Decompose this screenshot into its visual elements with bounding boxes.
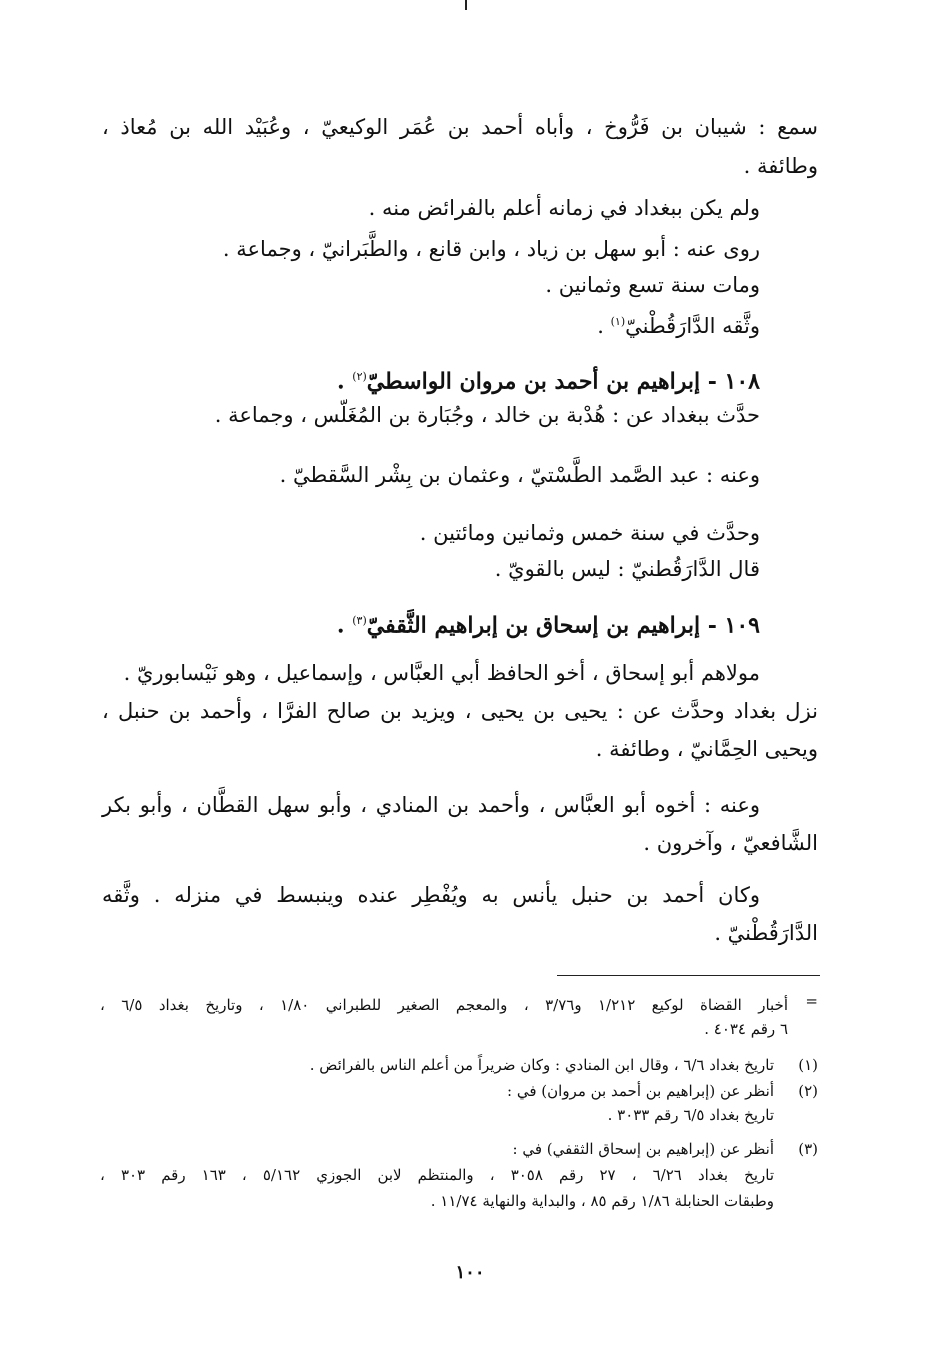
body-line-4: روى عنه : أبو سهل بن زياد ، وابن قانع ، والطَّبَرانيّ ، وجماعة . [222, 237, 760, 261]
body-line-11: مولاهم أبو إسحاق ، أخو الحافظ أبي العبَّاس ، وإسماعيل ، وهو نَيْسابوريّ . [123, 661, 760, 685]
footnote-continuation-line-1: أخبار القضاة لوكيع ١/٢١٢ و٣/٧٦ ، والمعجم الصغير للطبراني ١/٨٠ ، وتاريخ بغداد ٦/٥ ، [100, 996, 788, 1014]
entry-heading-108-text: ١٠٨ - إبراهيم بن أحمد بن مروان الواسطيّ [366, 368, 760, 395]
footnote-ref-1: (١) [610, 315, 626, 328]
body-line-1: سمع : شيبان بن فَرُّوخ ، وأباه أحمد بن عُمَر الوكيعيّ ، وعُبَيْد الله بن مُعاذ ، [102, 115, 818, 139]
body-line-9: وحدَّث في سنة خمس وثمانين ومائتين . [419, 521, 760, 545]
footnote-1-text: تاريخ بغداد ٦/٦ ، وقال ابن المنادي : وكان ضريراً من أعلم الناس بالفرائض . [309, 1056, 774, 1074]
page-number: ١٠٠ [455, 1262, 485, 1283]
entry-heading-108-end: . [336, 368, 353, 395]
body-line-6-end: . [597, 314, 611, 338]
footnote-2 [507, 1080, 818, 1102]
body-line-15: الشَّافعيّ ، وآخرون . [643, 831, 818, 855]
footnote-3 [513, 1138, 818, 1160]
entry-heading-109-text: ١٠٩ - إبراهيم بن إسحاق بن إبراهيم الثَّقفيّ [366, 612, 760, 639]
footnote-1 [310, 1054, 818, 1076]
body-line-6-text: وثَّقه الدَّارَقُطْنيّ [625, 314, 760, 338]
footnote-2-line-b: تاريخ بغداد ٦/٥ رقم ٣٠٣٣ . [607, 1106, 774, 1124]
body-line-5: ومات سنة تسع وثمانين . [545, 273, 760, 297]
body-line-10: قال الدَّارَقُطنيّ : ليس بالقويّ . [494, 557, 760, 581]
body-line-12: نزل بغداد وحدَّث عن : يحيى بن يحيى ، ويزيد بن صالح الفرَّا ، وأحمد بن حنبل ، [102, 699, 818, 723]
top-mark [465, 0, 467, 10]
footnote-ref-2: (٢) [352, 370, 367, 383]
footnote-3-line-b: تاريخ بغداد ٦/٢٦ ، ٢٧ رقم ٣٠٥٨ ، والمنتظم لابن الجوزي ٥/١٦٢ ، ١٦٣ رقم ٣٠٣ ، [100, 1166, 775, 1184]
footnote-continuation-line-2: ٦ رقم ٤٠٣٤ . [704, 1020, 788, 1038]
entry-heading-109 [337, 606, 760, 640]
footnote-divider [557, 975, 820, 976]
body-line-17: الدَّارَقُطْنيّ . [714, 921, 818, 945]
body-line-3: ولم يكن ببغداد في زمانه أعلم بالفرائض منه . [368, 196, 760, 220]
body-line-14: وعنه : أخوه أبو العبَّاس ، وأحمد بن المنادي ، وأبو سهل القطَّان ، وأبو بكر [102, 793, 761, 817]
footnote-3-text-a: أنظر عن (إبراهيم بن إسحاق الثقفي) في : [512, 1140, 774, 1158]
body-line-13: ويحيى الحِمَّانيّ ، وطائفة . [595, 737, 818, 761]
entry-heading-108 [337, 362, 760, 396]
footnote-continuation-marker: = [805, 992, 818, 1010]
body-line-8: وعنه : عبد الصَّمد الطَّسْتيّ ، وعثمان بن بِشْر السَّقطيّ . [279, 463, 760, 487]
footnote-2-number: (٢) [798, 1082, 818, 1100]
body-line-7: حدَّث ببغداد عن : هُدْبة بن خالد ، وجُبَارة بن المُغَلّس ، وجماعة . [214, 403, 760, 427]
body-line-2: وطائفة . [743, 154, 818, 178]
footnote-3-line-c: وطبقات الحنابلة ١/٨٦ رقم ٨٥ ، والبداية والنهاية ١١/٧٤ . [430, 1192, 774, 1210]
footnote-ref-3: (٣) [352, 614, 367, 627]
entry-heading-109-end: . [336, 612, 353, 639]
footnote-3-number: (٣) [798, 1140, 818, 1158]
footnote-1-number: (١) [798, 1056, 818, 1074]
body-line-6 [597, 307, 760, 341]
body-line-16: وكان أحمد بن حنبل يأنس به ويُفْطِر عنده وينبسط في منزله . وثَّقه [102, 883, 760, 907]
footnote-2-text-a: أنظر عن (إبراهيم بن أحمد بن مروان) في : [507, 1082, 774, 1100]
